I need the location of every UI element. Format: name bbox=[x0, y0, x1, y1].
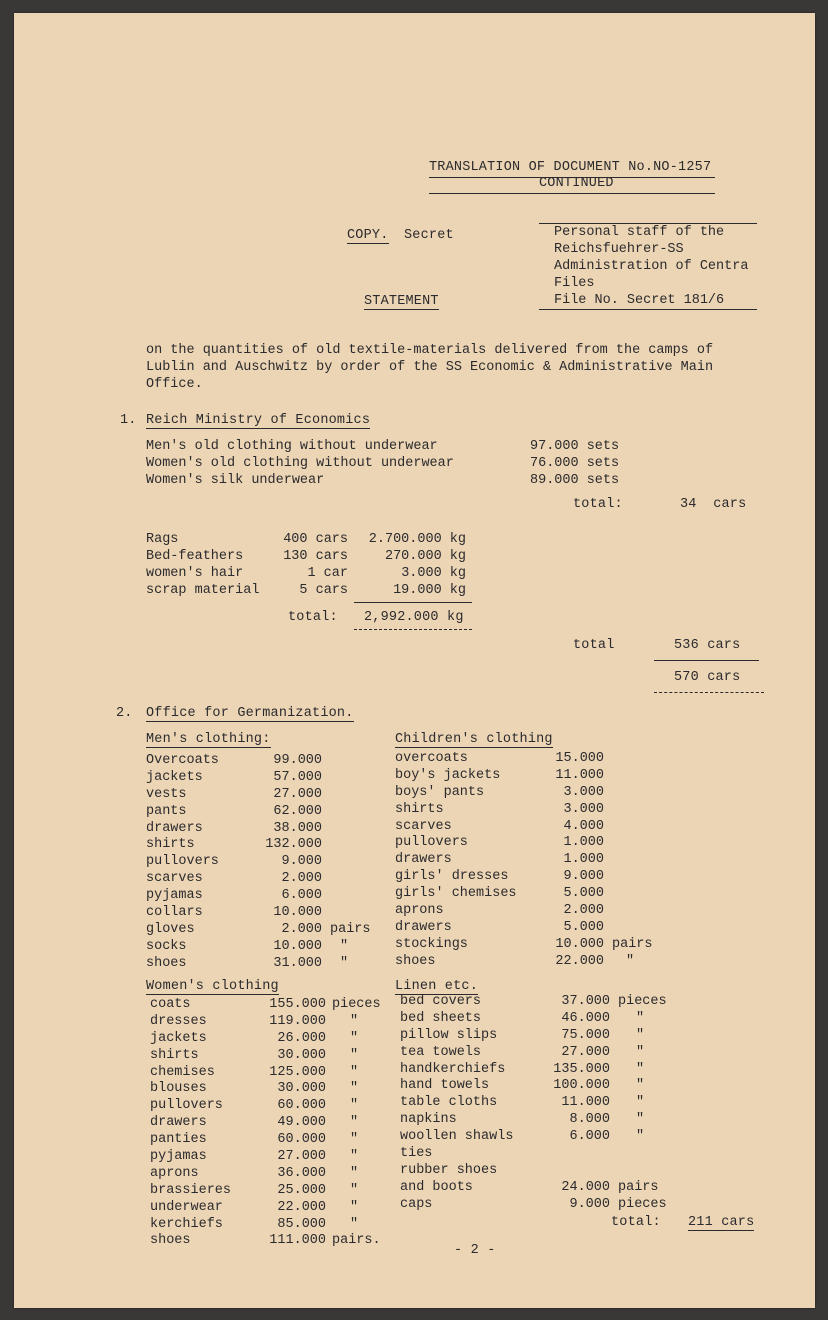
secret-label: Secret bbox=[404, 228, 454, 243]
womens-values: 155.000 119.000 26.000 30.000 125.000 30.000 60.000 49.000 60.000 27.000 36.000 25.000 22.000 85.000 111.000 bbox=[269, 997, 326, 1249]
section-2-total-label: total: bbox=[611, 1215, 661, 1230]
grand-total: 570 cars bbox=[674, 670, 741, 685]
mens-values: 99.000 57.000 27.000 62.000 38.000 132.000 9.000 2.000 6.000 10.000 2.000 10.000 31.000 bbox=[265, 753, 322, 971]
continued-label: CONTINUED bbox=[539, 176, 614, 191]
section-2-heading: Office for Germanization. bbox=[146, 706, 354, 721]
list-item: Men's old clothing without underwear bbox=[146, 439, 438, 454]
list-item: Women's silk underwear bbox=[146, 472, 325, 488]
section-1-heading: Reich Ministry of Economics bbox=[146, 413, 371, 428]
childrens-values: 15.000 11.000 3.000 3.000 4.000 1.000 1.000 9.000 5.000 2.000 5.000 10.000 22.000 bbox=[555, 751, 604, 969]
linen-heading: Linen etc. bbox=[395, 979, 479, 994]
materials-total-label: total: bbox=[288, 610, 338, 625]
statement-heading: STATEMENT bbox=[364, 294, 439, 309]
womens-labels: coats dresses jackets shirts chemises blouses pullovers drawers panties pyjamas aprons brassieres underwear kerchiefs shoes bbox=[150, 997, 232, 1249]
section-1-total-label: total: bbox=[573, 497, 623, 512]
materials-kg: 2.700.000 kg 270.000 kg 3.000 kg 19.000 kg bbox=[368, 532, 466, 598]
materials-labels: Rags Bed-feathers women's hair scrap material bbox=[146, 532, 260, 598]
linen-labels: bed covers bed sheets pillow slips tea towels handkerchiefs hand towels table cloths napkins woollen shawls ties rubber shoes and boots caps bbox=[400, 994, 514, 1212]
linen-values: 37.000 46.000 75.000 27.000 135.000 100.000 11.000 8.000 6.000 24.000 9.000 bbox=[553, 994, 610, 1212]
mens-units: pairs " " bbox=[330, 922, 371, 971]
section-1-values: 97.000 sets 76.000 sets 89.000 sets bbox=[530, 439, 620, 488]
document-title: TRANSLATION OF DOCUMENT No.NO-1257 bbox=[429, 160, 712, 175]
section-1-total-value: 34 cars bbox=[680, 497, 747, 512]
childrens-units: pairs " bbox=[612, 937, 653, 969]
list-item: Women's old clothing without underwear bbox=[146, 455, 454, 471]
materials-total-value: 2,992.000 kg bbox=[364, 610, 464, 625]
childrens-labels: overcoats boy's jackets boys' pants shirts scarves pullovers drawers girls' dresses girls' chemises aprons drawers stockings shoes bbox=[395, 751, 517, 969]
childrens-heading: Children's clothing bbox=[395, 732, 553, 747]
section-1-items bbox=[146, 439, 454, 490]
section-1-number: 1. bbox=[120, 413, 137, 428]
copy-label: COPY. bbox=[347, 228, 389, 243]
document-page bbox=[14, 13, 815, 1308]
page-number: - 2 - bbox=[454, 1243, 496, 1258]
mens-heading: Men's clothing: bbox=[146, 732, 271, 747]
materials-cars: 400 cars 130 cars 1 car 5 cars bbox=[283, 532, 348, 598]
womens-units: pieces " " " " " " " " " " " " " pairs. bbox=[332, 997, 381, 1249]
cars-total-value: 536 cars bbox=[674, 638, 741, 653]
intro-paragraph: on the quantities of old textile-materials delivered from the camps of Lublin and Auschwitz by order of the SS Economic & Administrative Main Office. bbox=[146, 343, 714, 392]
section-2-total-value: 211 cars bbox=[688, 1215, 755, 1230]
womens-heading: Women's clothing bbox=[146, 979, 279, 994]
cars-total-label: total bbox=[573, 638, 615, 653]
section-2-number: 2. bbox=[116, 706, 133, 721]
staff-block: Personal staff of the Reichsfuehrer-SS Administration of Centra Files File No. Secret 181/6 bbox=[554, 225, 749, 308]
mens-labels: Overcoats jackets vests pants drawers shirts pullovers scarves pyjamas collars gloves socks shoes bbox=[146, 753, 219, 971]
linen-units: pieces " " " " " " " " pairs pieces bbox=[618, 994, 667, 1212]
